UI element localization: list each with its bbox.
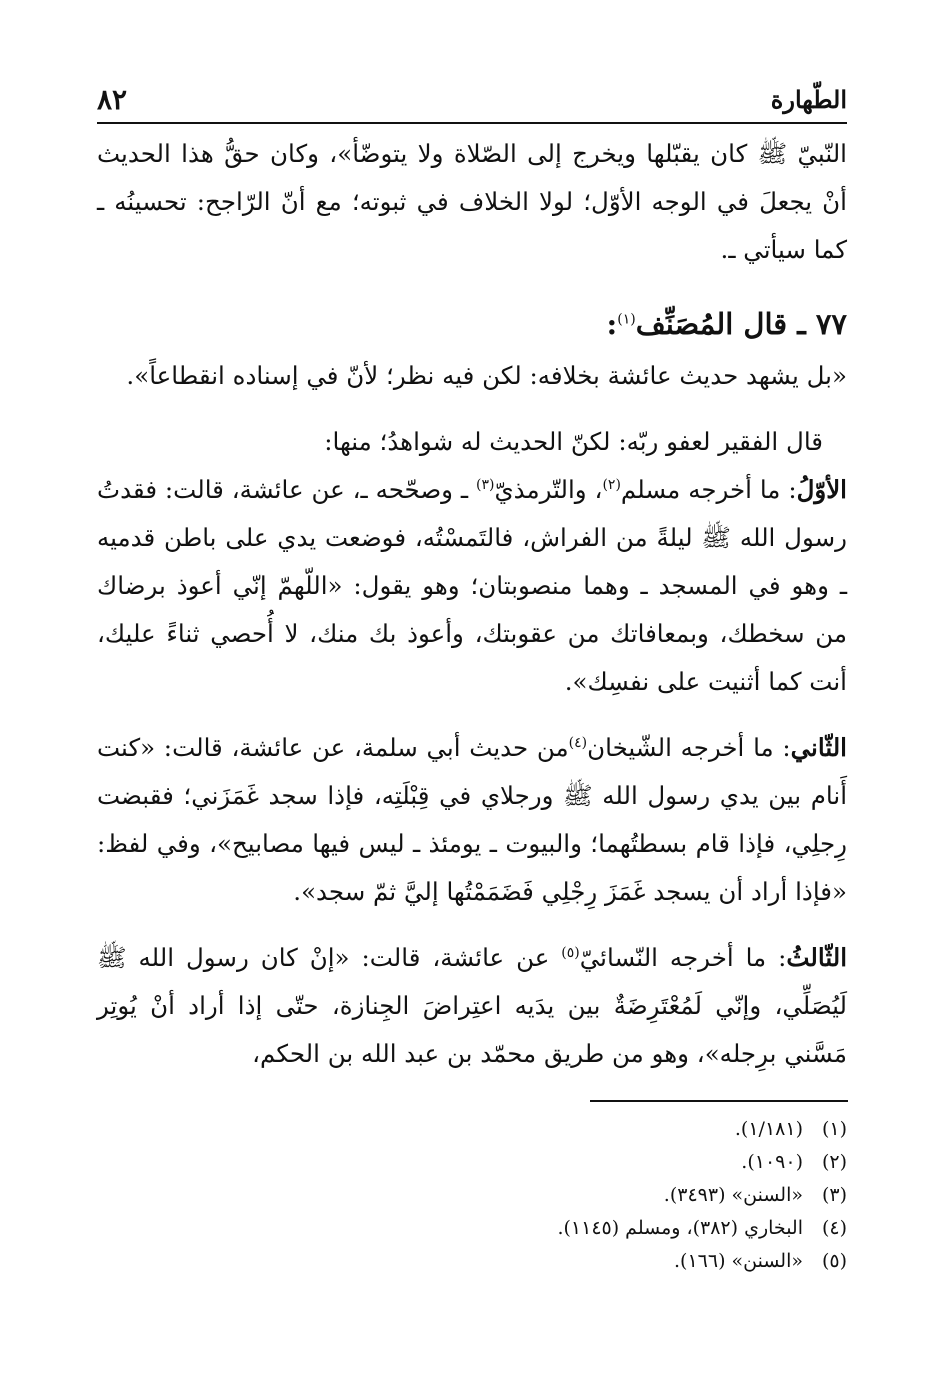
second-text-a: : ما أخرجه الشّيخان bbox=[587, 733, 791, 762]
footnote-ref: (٢) bbox=[602, 476, 621, 493]
section-heading bbox=[97, 296, 847, 352]
quoted-statement: «بل يشهد حديث عائشة بخلافه: لكن فيه نظر؛ لأنّ في إسناده انقطاعاً». bbox=[126, 361, 847, 390]
first-text-c: ـ وصحّحه ـ، عن عائشة، قالت: فقدتُ رسول الله ﷺ ليلةً من الفراش، فالتَمسْتُه، فوضعت يدي على باطن قدميه ـ وهو في المسجد ـ وهما منصوبتان؛ وهو يقول: «اللّهمّ إنّي أعوذ برضاك من سخطك، وبمعافاتك من عقوبتك، وأعوذ بك منك، لا أُحصي ثناءً عليك، أنت كما أثنيت على نفسِك». bbox=[97, 475, 847, 696]
footnote-divider bbox=[590, 1100, 848, 1102]
footnote-text: البخاري (٣٨٢)، ومسلم (١١٤٥). bbox=[557, 1217, 803, 1239]
page-number: ٨٢ bbox=[97, 82, 128, 116]
footnote-text: (١/١٨١). bbox=[734, 1118, 803, 1140]
footnote-item bbox=[487, 1146, 847, 1179]
intro-paragraph: قال الفقير لعفو ربّه: لكنّ الحديث له شواهدُ؛ منها: bbox=[324, 427, 823, 456]
footnote-number: (٣) bbox=[821, 1184, 847, 1206]
second-label: الثّاني bbox=[790, 733, 847, 762]
second-text-b: من حديث أبي سلمة، عن عائشة، قالت: «كنت أَنام بين يدي رسول الله ﷺ ورجلاي في قِبْلَتِه، فإذا سجد غَمَزَني؛ فقبضت رِجلِي، فإذا قام بسطتُهما؛ والبيوت ـ يومئذ ـ ليس فيها مصابيح»، وفي لفظ: «فإذا أراد أن يسجد غَمَزَ رِجْلِي فَضَمَمْتُها إليَّ ثمّ سجد». bbox=[97, 733, 847, 906]
paragraph-continuation: النّبيّ ﷺ كان يقبّلها ويخرج إلى الصّلاة ولا يتوضّأ»، وكان حقُّ هذا الحديث أنْ يجعلَ في الوجه الأوّل؛ لولا الخلاف في ثبوته؛ مع أنّ الرّاجح: تحسينُه ـ كما سيأتي ـ. bbox=[97, 139, 847, 264]
footnote-number: (٥) bbox=[821, 1250, 847, 1272]
third-text-a: : ما أخرجه النّسائيّ bbox=[579, 943, 787, 972]
footnote-text: «السنن» (٣٤٩٣). bbox=[663, 1184, 803, 1206]
footnote-ref: (٥) bbox=[561, 944, 580, 961]
second-evidence bbox=[97, 724, 847, 916]
footnote-ref: (١) bbox=[617, 311, 636, 328]
footnote-number: (٤) bbox=[821, 1217, 847, 1239]
third-evidence bbox=[97, 934, 847, 1078]
heading-text: ٧٧ ـ قال المُصَنِّف bbox=[635, 307, 847, 341]
footnote-item bbox=[487, 1179, 847, 1212]
footnote-number: (١) bbox=[821, 1118, 847, 1140]
footnote-item bbox=[487, 1245, 847, 1278]
footnote-item bbox=[487, 1212, 847, 1245]
footnote-ref: (٤) bbox=[568, 734, 588, 751]
footnote-number: (٢) bbox=[821, 1151, 847, 1173]
footnote-item bbox=[487, 1113, 847, 1146]
first-label: الأوّلُ bbox=[796, 475, 847, 504]
first-evidence bbox=[97, 466, 847, 706]
page-header bbox=[97, 76, 847, 124]
first-text-b: ، والتّرمذيّ bbox=[494, 475, 603, 504]
third-text-b: عن عائشة، قالت: «إنْ كان رسول الله ﷺ لَيُصَلِّي، وإنّي لَمُعْتَرِضَةٌ بين يدَيه اعتِراضَ الجِنازة، حتّى إذا أراد أنْ يُوتِر مَسَّني برِجله»، وهو من طريق محمّد بن عبد الله بن الحكم، bbox=[97, 943, 847, 1068]
footnote-text: «السنن» (١٦٦). bbox=[674, 1250, 803, 1272]
footnotes bbox=[487, 1113, 847, 1278]
main-text bbox=[97, 130, 847, 1078]
footnote-ref: (٣) bbox=[475, 476, 495, 493]
third-label: الثّالثُ bbox=[786, 943, 848, 972]
footnote-text: (١٠٩٠). bbox=[741, 1151, 803, 1173]
running-title: الطّهارة bbox=[770, 84, 847, 114]
first-text-a: : ما أخرجه مسلم bbox=[620, 475, 797, 504]
heading-colon: : bbox=[606, 307, 618, 341]
